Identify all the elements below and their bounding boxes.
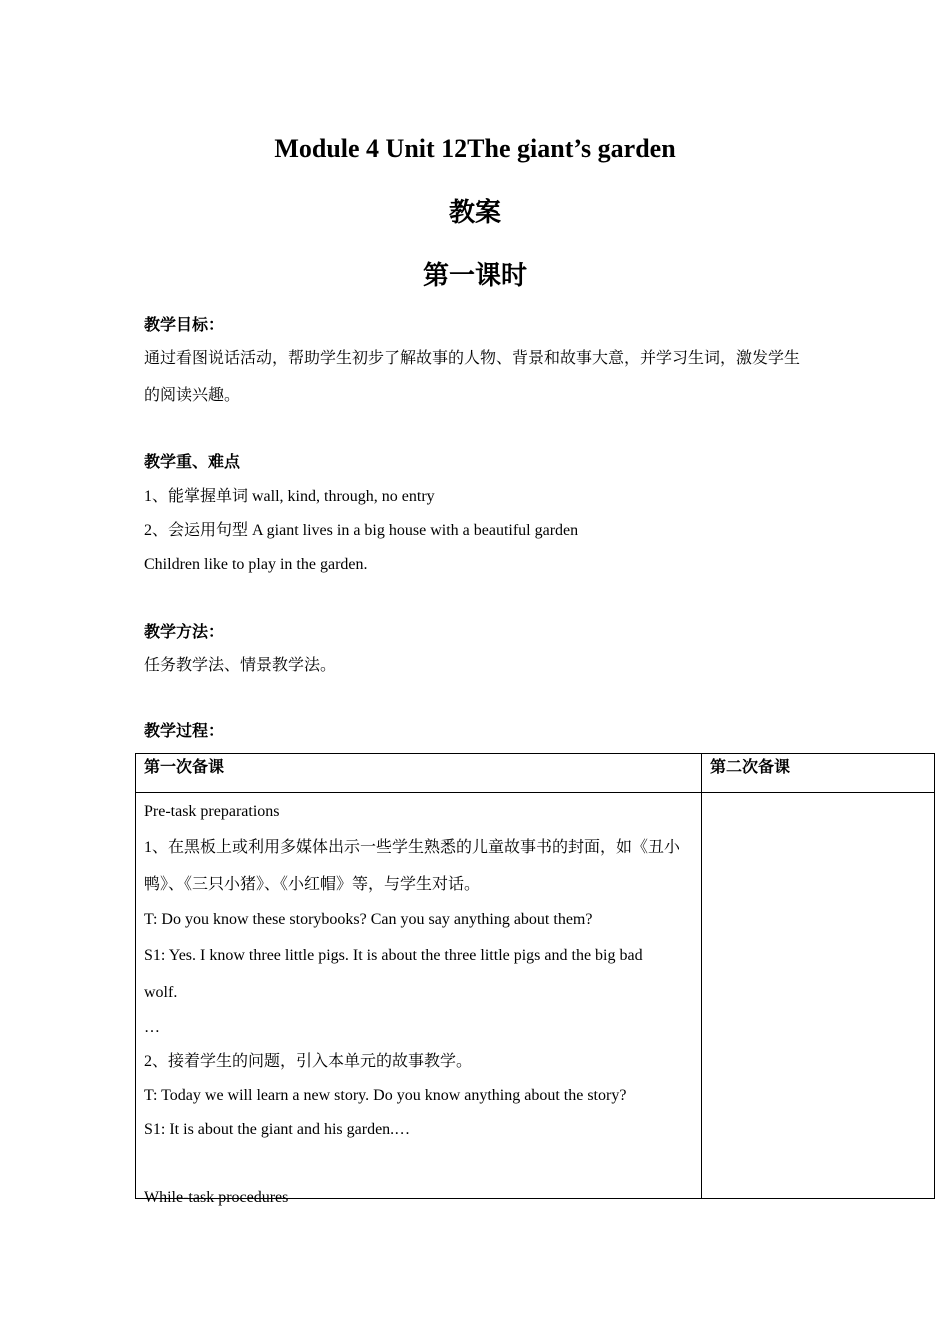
second-prep-header: 第二次备课 (702, 754, 935, 793)
document-title: Module 4 Unit 12The giant’s garden (274, 134, 676, 163)
key-points-item-2: 2、会运用句型 A giant lives in a big house with a beautiful garden (144, 522, 579, 539)
key-points-item-3: Children like to play in the garden. (144, 556, 368, 573)
table-line: S1: It is about the giant and his garden.… (144, 1121, 411, 1138)
table-blank-line (144, 1147, 693, 1181)
table-line: wolf. (144, 984, 178, 1001)
table-body-row (136, 793, 935, 1199)
key-points-item-1: 1、能掌握单词 wall, kind, through, no entry (144, 488, 435, 505)
table-line: Pre-task preparations (144, 803, 280, 820)
table-header-row (136, 754, 935, 793)
table-line: T: Do you know these storybooks? Can you say anything about them? (144, 911, 593, 928)
process-heading: 教学过程： (144, 723, 225, 740)
first-prep-cell (136, 793, 702, 1206)
objectives-heading: 教学目标： (144, 317, 225, 334)
table-line: 1、在黑板上或利用多媒体出示一些学生熟悉的儿童故事书的封面，如《丑小 (144, 839, 681, 856)
lesson-title: 第一课时 (422, 261, 527, 290)
lesson-plan-table (135, 753, 935, 1206)
table-line: T: Today we will learn a new story. Do you know anything about the story? (144, 1087, 627, 1104)
table-line: … (144, 1019, 160, 1036)
first-prep-header: 第一次备课 (136, 754, 702, 793)
methods-heading: 教学方法： (144, 624, 225, 641)
table-line: S1: Yes. I know three little pigs. It is about the three little pigs and the big bad (144, 947, 643, 964)
key-points-heading: 教学重、难点 (144, 454, 241, 471)
table-line: 2、接着学生的问题，引入本单元的故事教学。 (144, 1053, 473, 1070)
objectives-line-1: 通过看图说话活动，帮助学生初步了解故事的人物、背景和故事大意，并学习生词，激发学生 (144, 350, 801, 367)
table-line: While-task procedures (144, 1189, 289, 1206)
methods-text: 任务教学法、情景教学法。 (144, 657, 337, 674)
second-prep-cell (702, 793, 935, 1199)
objectives-line-2: 的阅读兴趣。 (144, 387, 241, 404)
document-subtitle: 教案 (448, 198, 501, 227)
table-line: 鸭》、《三只小猪》、《小红帽》等，与学生对话。 (144, 876, 481, 893)
